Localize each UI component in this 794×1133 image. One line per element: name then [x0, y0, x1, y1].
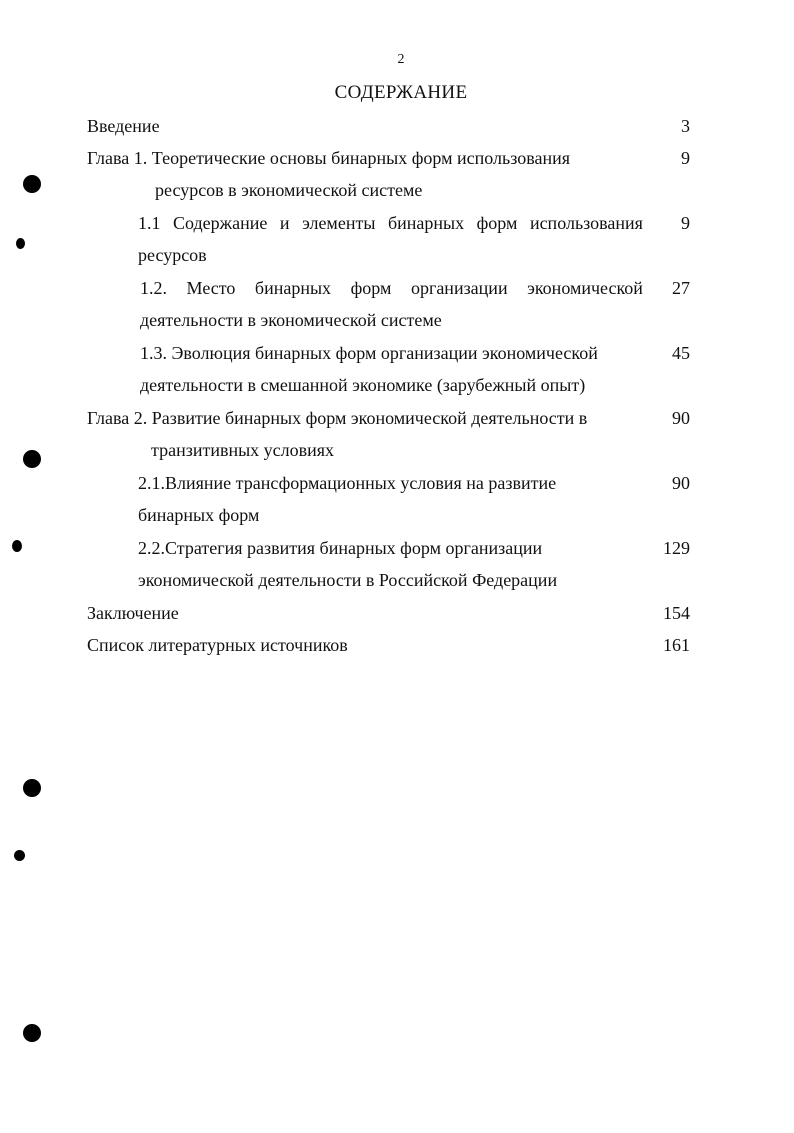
toc-s12-word: экономической — [527, 278, 643, 298]
toc-s12-word: форм — [350, 278, 392, 298]
toc-s13-line2: деятельности в смешанной экономике (зарубежный опыт) — [140, 375, 586, 395]
toc-s11-word: 1.1 — [138, 213, 161, 233]
toc-s21-page: 90 — [672, 473, 690, 493]
toc-ch2-page: 90 — [672, 408, 690, 428]
punch-hole-mark — [23, 779, 41, 797]
toc-s11-page: 9 — [681, 213, 690, 233]
page-number: 2 — [397, 52, 405, 67]
punch-hole-mark — [16, 238, 25, 249]
toc-s12-line2: деятельности в экономической системе — [140, 310, 442, 330]
toc-s11-line1 — [138, 212, 643, 234]
punch-hole-mark — [23, 1024, 41, 1042]
toc-bibliography-label: Список литературных источников — [87, 635, 348, 655]
toc-s12-page: 27 — [672, 278, 690, 298]
toc-s12-word: Место — [186, 278, 236, 298]
toc-ch1-page: 9 — [681, 148, 690, 168]
toc-bibliography-page: 161 — [663, 635, 690, 655]
punch-hole-mark — [23, 450, 41, 468]
punch-hole-mark — [12, 540, 22, 552]
toc-ch2-line2: транзитивных условиях — [151, 440, 335, 460]
punch-hole-mark — [14, 850, 25, 861]
toc-s13-line1: 1.3. Эволюция бинарных форм организации экономической — [140, 343, 598, 363]
toc-s21-line2: бинарных форм — [138, 505, 260, 525]
toc-s11-word: форм — [476, 213, 518, 233]
toc-s22-line1: 2.2.Стратегия развития бинарных форм организации — [138, 538, 543, 558]
toc-s13-page: 45 — [672, 343, 690, 363]
toc-intro-label: Введение — [87, 116, 160, 136]
toc-conclusion-page: 154 — [663, 603, 690, 623]
toc-s11-line2: ресурсов — [138, 245, 207, 265]
punch-hole-mark — [23, 175, 41, 193]
toc-intro-page: 3 — [681, 116, 690, 136]
toc-ch2-line1: Глава 2. Развитие бинарных форм экономической деятельности в — [87, 408, 588, 428]
toc-s11-word: Содержание — [173, 213, 268, 233]
toc-s21-line1: 2.1.Влияние трансформационных условия на развитие — [138, 473, 557, 493]
toc-s12-line1 — [140, 277, 643, 299]
toc-s12-word: бинарных — [254, 278, 332, 298]
page-title: СОДЕРЖАНИЕ — [334, 82, 468, 103]
toc-s11-word: и — [279, 213, 290, 233]
toc-s11-word: элементы — [302, 213, 376, 233]
toc-s12-word: 1.2. — [140, 278, 167, 298]
toc-s11-word: использования — [529, 213, 643, 233]
toc-ch1-line2: ресурсов в экономической системе — [155, 180, 423, 200]
toc-conclusion-label: Заключение — [87, 603, 179, 623]
toc-ch1-line1: Глава 1. Теоретические основы бинарных форм использования — [87, 148, 571, 168]
toc-s12-word: организации — [410, 278, 508, 298]
toc-s22-line2: экономической деятельности в Российской Федерации — [138, 570, 558, 590]
toc-s11-word: бинарных — [387, 213, 465, 233]
toc-s22-page: 129 — [663, 538, 690, 558]
